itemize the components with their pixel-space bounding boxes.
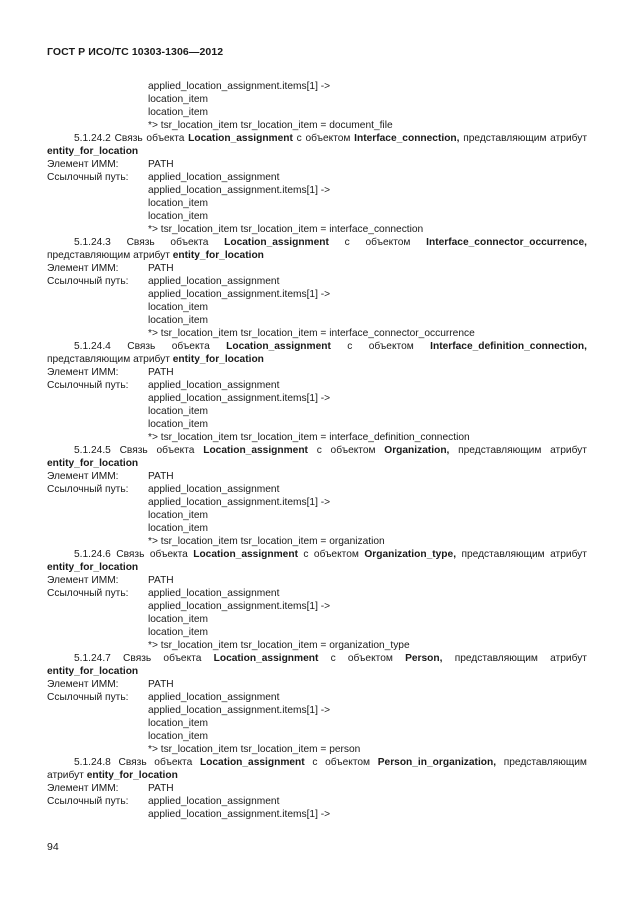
mapping-section <box>47 236 587 340</box>
object-name: Person_in_organization, <box>377 757 497 768</box>
path-line: location_item <box>148 510 209 521</box>
section-text: Связь объекта <box>114 133 185 144</box>
field-value: PATH <box>148 575 174 586</box>
attribute-name: entity_for_location <box>47 666 139 677</box>
section-text: с объектом <box>303 549 359 560</box>
path-line: applied_location_assignment.items[1] -> <box>148 601 331 612</box>
section-number: 5.1.24.6 <box>74 549 111 560</box>
section-text: с объектом <box>330 653 393 664</box>
section-number: 5.1.24.5 <box>74 445 111 456</box>
object-name: Interface_definition_connection, <box>430 341 587 352</box>
section-text: представляющим атрибут <box>47 250 170 261</box>
last-section <box>47 756 587 821</box>
path-line: location_item <box>148 107 209 118</box>
field-label: Ссылочный путь: <box>47 172 129 183</box>
field-label: Элемент ИММ: <box>47 679 119 690</box>
object-name: Interface_connection, <box>354 133 460 144</box>
section-heading <box>47 548 587 574</box>
field-value: PATH <box>148 159 174 170</box>
field-value: PATH <box>148 263 174 274</box>
path-line: applied_location_assignment.items[1] -> <box>148 185 331 196</box>
path-line: *> tsr_location_item tsr_location_item = interface_connection <box>148 224 424 235</box>
section-heading <box>47 444 587 470</box>
mapping-section <box>47 340 587 444</box>
section-heading <box>47 132 587 158</box>
field-value: applied_location_assignment <box>148 172 280 183</box>
document-header: ГОСТ Р ИСО/ТС 10303-1306—2012 <box>47 46 224 58</box>
path-line: applied_location_assignment.items[1] -> <box>148 81 331 92</box>
section-text: представляющим атрибут <box>458 445 587 456</box>
element-row <box>47 470 587 483</box>
element-row <box>47 366 587 379</box>
section-heading <box>47 236 587 262</box>
element-row <box>47 574 587 587</box>
path-line: location_item <box>148 211 209 222</box>
path-line: location_item <box>148 198 209 209</box>
path-line: location_item <box>148 731 209 742</box>
attribute-name: entity_for_location <box>47 458 139 469</box>
section-heading <box>47 652 587 678</box>
section-text: Связь объекта <box>127 341 210 352</box>
field-value: applied_location_assignment <box>148 588 280 599</box>
field-label: Ссылочный путь: <box>47 692 129 703</box>
section-text: с объектом <box>296 133 351 144</box>
element-row <box>47 782 587 795</box>
entity-name: Location_assignment <box>188 133 293 144</box>
section-text: представляющим атрибут <box>47 757 587 781</box>
attribute-name: entity_for_location <box>172 250 264 261</box>
field-label: Ссылочный путь: <box>47 588 129 599</box>
section-text: с объектом <box>347 341 414 352</box>
section-text: Связь объекта <box>126 237 209 248</box>
field-value: PATH <box>148 679 174 690</box>
reference-path-row <box>47 171 587 184</box>
field-value: applied_location_assignment <box>148 796 280 807</box>
section-text: с объектом <box>344 237 411 248</box>
reference-path-row <box>47 275 587 288</box>
document-body <box>47 80 587 821</box>
entity-name: Location_assignment <box>193 549 298 560</box>
path-line: location_item <box>148 627 209 638</box>
object-name: Organization, <box>384 445 450 456</box>
reference-path-row <box>47 587 587 600</box>
page-number: 94 <box>47 841 59 853</box>
section-text: представляющим атрибут <box>47 354 170 365</box>
path-line: *> tsr_location_item tsr_location_item = interface_connector_occurrence <box>148 328 475 339</box>
path-line: location_item <box>148 523 209 534</box>
field-label: Ссылочный путь: <box>47 380 129 391</box>
path-line: *> tsr_location_item tsr_location_item = organization <box>148 536 385 547</box>
reference-path-row <box>47 795 587 808</box>
mapping-section <box>47 548 587 652</box>
field-label: Элемент ИММ: <box>47 263 119 274</box>
path-line: *> tsr_location_item tsr_location_item = organization_type <box>148 640 410 651</box>
reference-path-row <box>47 483 587 496</box>
field-label: Элемент ИММ: <box>47 159 119 170</box>
field-value: PATH <box>148 367 174 378</box>
object-name: Person, <box>405 653 443 664</box>
section-number: 5.1.24.3 <box>74 237 111 248</box>
sections-list <box>47 132 587 756</box>
section-text: представляющим атрибут <box>461 549 587 560</box>
object-name: Interface_connector_occurrence, <box>426 237 587 248</box>
entity-name: Location_assignment <box>226 341 331 352</box>
section-text: Связь объекта <box>116 549 188 560</box>
path-line: applied_location_assignment.items[1] -> <box>148 289 331 300</box>
section-text: Связь объекта <box>118 757 193 768</box>
field-label: Элемент ИММ: <box>47 367 119 378</box>
field-value: applied_location_assignment <box>148 276 280 287</box>
section-number: 5.1.24.4 <box>74 341 111 352</box>
section-text: Связь объекта <box>119 445 195 456</box>
field-label: Элемент ИММ: <box>47 575 119 586</box>
attribute-name: entity_for_location <box>86 770 178 781</box>
field-value: applied_location_assignment <box>148 692 280 703</box>
entity-name: Location_assignment <box>213 653 319 664</box>
path-line: applied_location_assignment.items[1] -> <box>148 809 331 820</box>
path-line: location_item <box>148 315 209 326</box>
section-text: с объектом <box>312 757 371 768</box>
section-heading <box>47 756 587 782</box>
section-text: представляющим атрибут <box>463 133 588 144</box>
attribute-name: entity_for_location <box>47 562 139 573</box>
object-name: Organization_type, <box>364 549 457 560</box>
path-line: location_item <box>148 406 209 417</box>
path-line: location_item <box>148 94 209 105</box>
path-line: location_item <box>148 302 209 313</box>
intro-block <box>47 80 587 132</box>
mapping-section <box>47 652 587 756</box>
field-label: Ссылочный путь: <box>47 276 129 287</box>
entity-name: Location_assignment <box>203 445 308 456</box>
reference-path-row <box>47 691 587 704</box>
section-number: 5.1.24.8 <box>74 757 111 768</box>
path-line: applied_location_assignment.items[1] -> <box>148 705 331 716</box>
path-line: applied_location_assignment.items[1] -> <box>148 497 331 508</box>
path-line: location_item <box>148 718 209 729</box>
element-row <box>47 262 587 275</box>
section-text: представляющим атрибут <box>454 653 587 664</box>
section-heading <box>47 340 587 366</box>
section-number: 5.1.24.2 <box>74 133 111 144</box>
entity-name: Location_assignment <box>199 757 305 768</box>
field-value: PATH <box>148 471 174 482</box>
field-label: Ссылочный путь: <box>47 484 129 495</box>
mapping-section <box>47 132 587 236</box>
field-value: PATH <box>148 783 174 794</box>
section-number: 5.1.24.7 <box>74 653 111 664</box>
mapping-section <box>47 444 587 548</box>
field-label: Элемент ИММ: <box>47 783 119 794</box>
path-line: *> tsr_location_item tsr_location_item = document_file <box>148 120 393 131</box>
path-line: applied_location_assignment.items[1] -> <box>148 393 331 404</box>
field-label: Элемент ИММ: <box>47 471 119 482</box>
path-line: *> tsr_location_item tsr_location_item = person <box>148 744 361 755</box>
element-row <box>47 158 587 171</box>
entity-name: Location_assignment <box>224 237 329 248</box>
section-text: с объектом <box>316 445 376 456</box>
element-row <box>47 678 587 691</box>
field-value: applied_location_assignment <box>148 484 280 495</box>
section-text: Связь объекта <box>123 653 202 664</box>
attribute-name: entity_for_location <box>172 354 264 365</box>
field-label: Ссылочный путь: <box>47 796 129 807</box>
field-value: applied_location_assignment <box>148 380 280 391</box>
attribute-name: entity_for_location <box>47 146 139 157</box>
path-line: location_item <box>148 419 209 430</box>
reference-path-row <box>47 379 587 392</box>
path-line: location_item <box>148 614 209 625</box>
path-line: *> tsr_location_item tsr_location_item = interface_definition_connection <box>148 432 470 443</box>
